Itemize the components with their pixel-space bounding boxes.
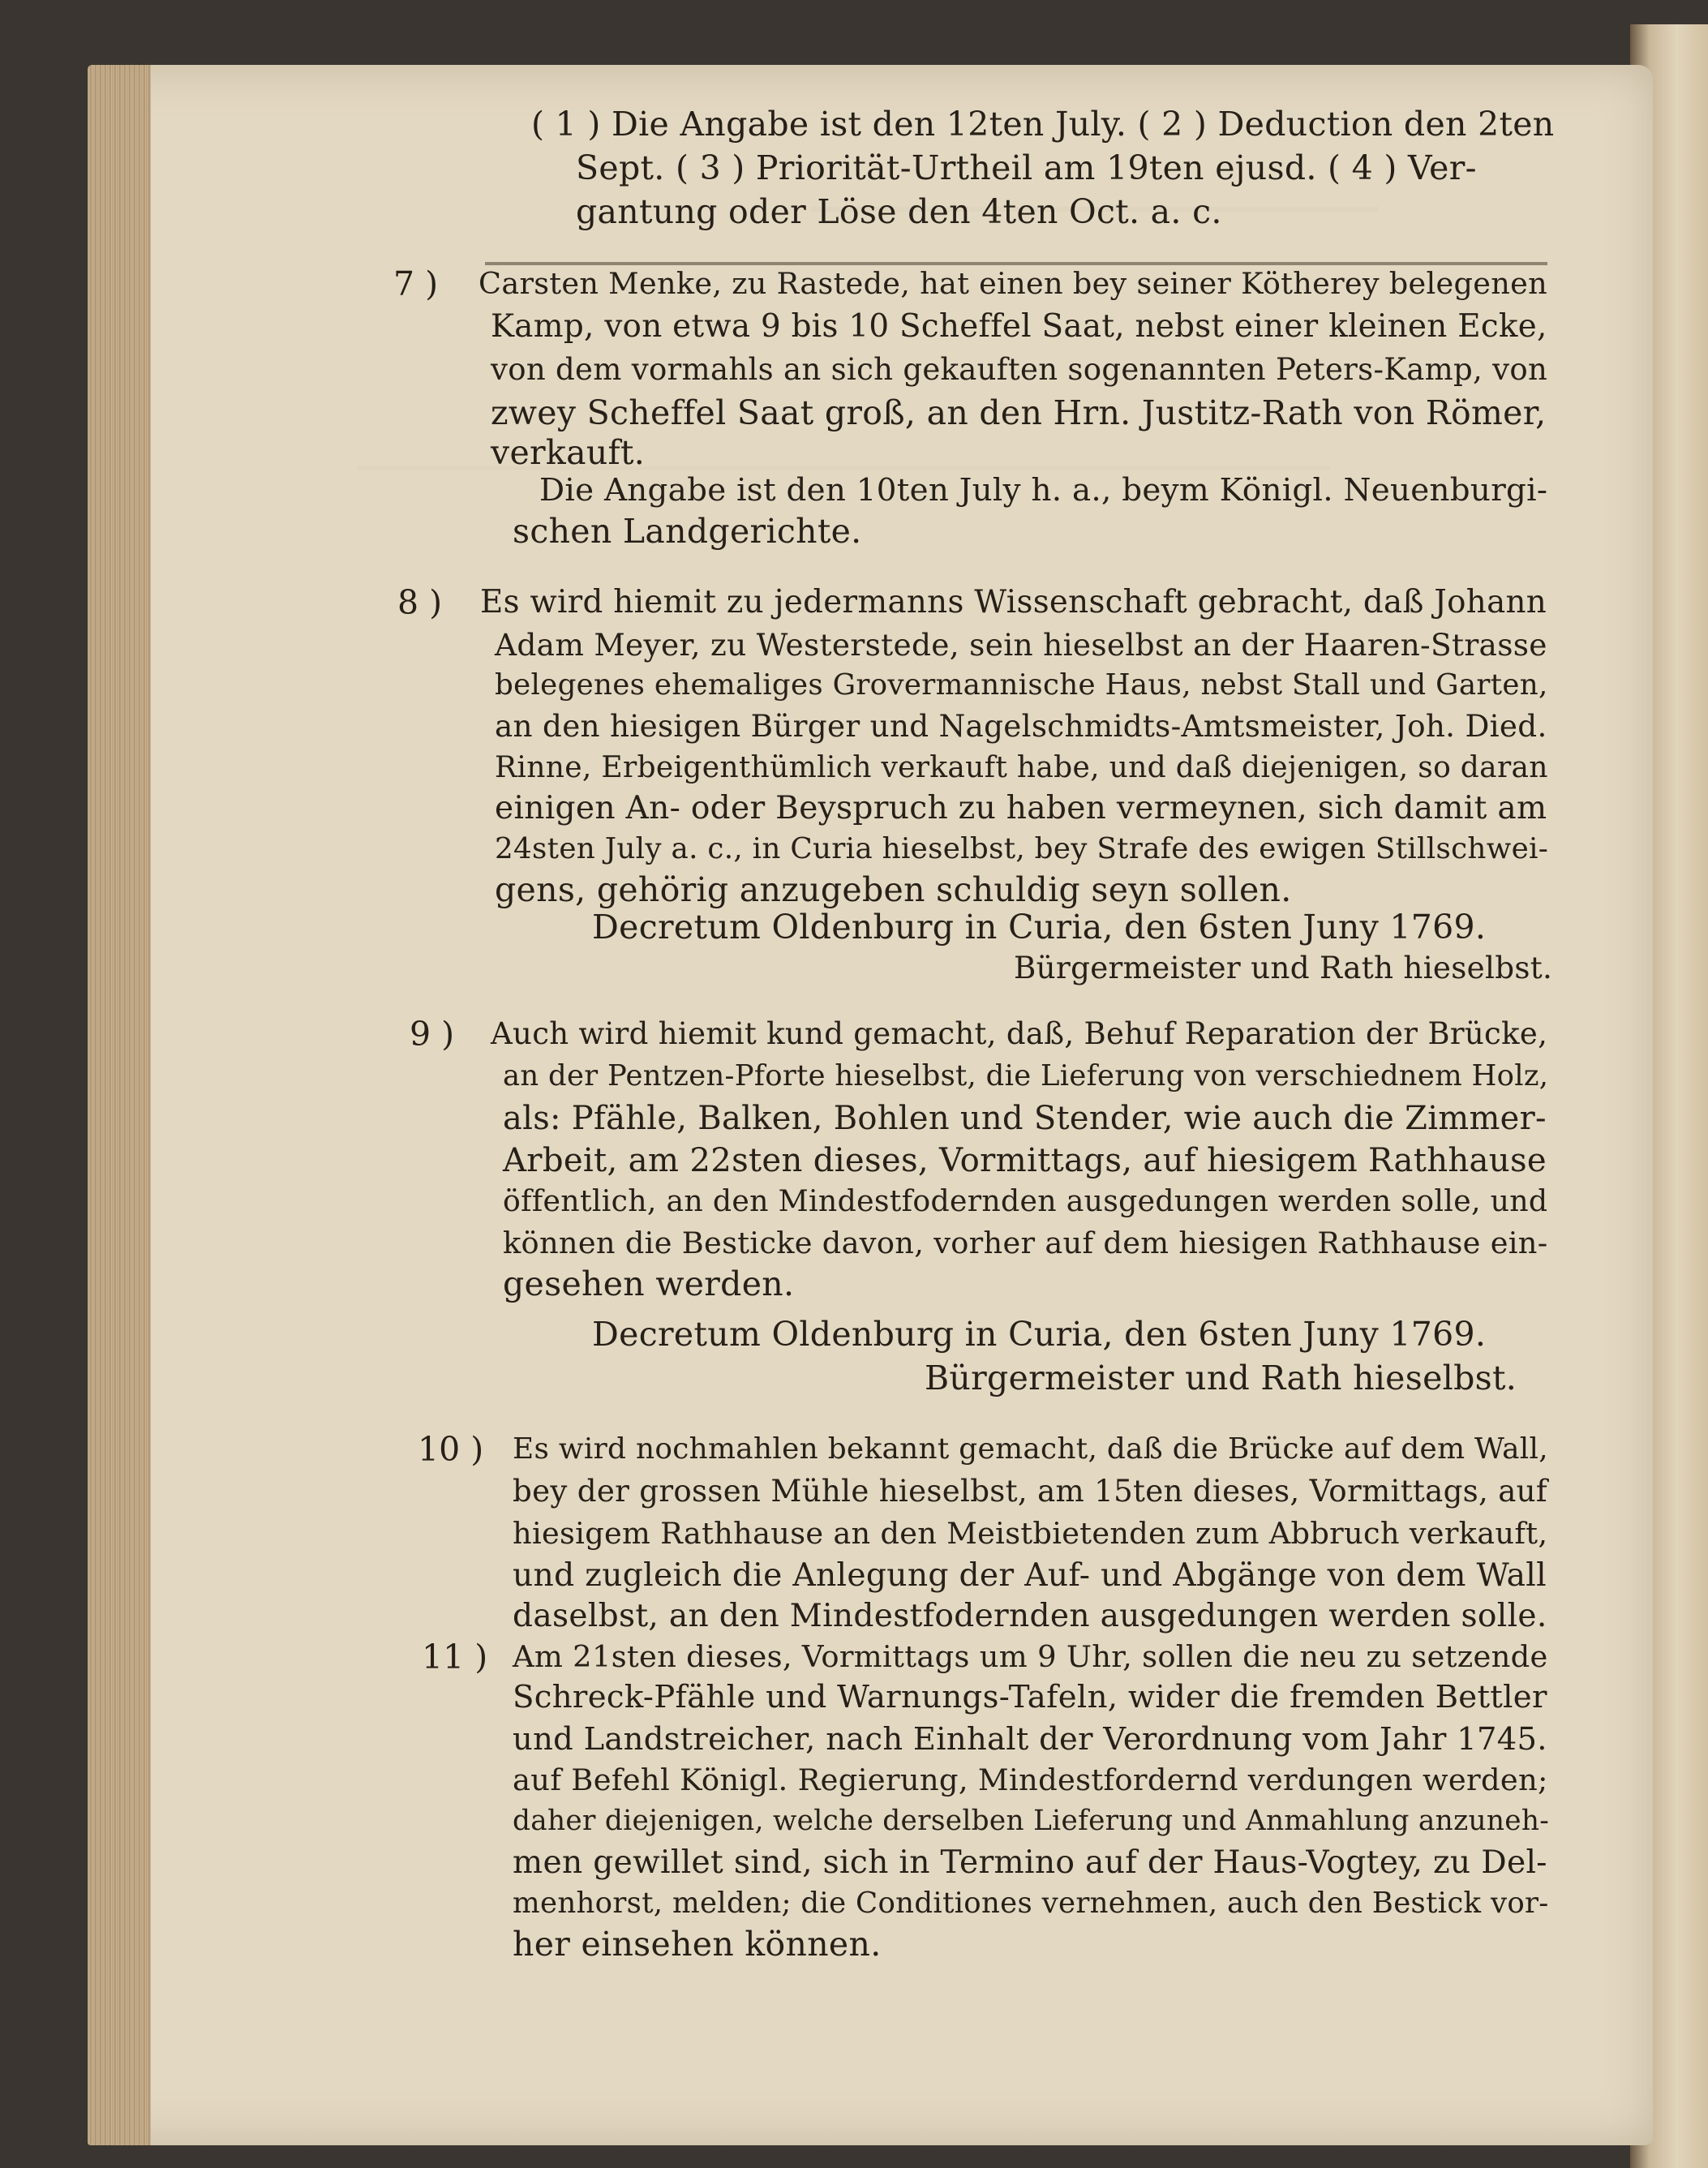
section-line: bey der grossen Mühle hieselbst, am 15ten dieses, Vormittags, auf bbox=[513, 1474, 1547, 1509]
section-line: Carsten Menke, zu Rastede, hat einen bey seiner Kötherey belegenen bbox=[478, 266, 1547, 301]
section-line: gens, gehörig anzugeben schuldig seyn sollen. bbox=[495, 870, 1292, 909]
section-line: auf Befehl Königl. Regierung, Mindestfordernd verdungen werden; bbox=[513, 1762, 1548, 1797]
signature-line: Bürgermeister und Rath hieselbst. bbox=[925, 1359, 1517, 1397]
section-line: menhorst, melden; die Conditiones vernehmen, auch den Bestick vor- bbox=[513, 1887, 1549, 1920]
decree-line: Decretum Oldenburg in Curia, den 6sten Juny 1769. bbox=[592, 908, 1487, 947]
decree-line: Decretum Oldenburg in Curia, den 6sten Juny 1769. bbox=[592, 1315, 1487, 1354]
section-line: Schreck-Pfähle und Warnungs-Tafeln, wider die fremden Bettler bbox=[513, 1679, 1547, 1715]
intro-line: ( 1 ) Die Angabe ist den 12ten July. ( 2 ) Deduction den 2ten bbox=[531, 105, 1555, 144]
section-line: zwey Scheffel Saat groß, an den Hrn. Justitz-Rath von Römer, bbox=[491, 393, 1547, 432]
section-line: 24sten July a. c., in Curia hieselbst, bey Strafe des ewigen Stillschwei- bbox=[495, 832, 1549, 865]
section-line: und zugleich die Anlegung der Auf- und Abgänge von dem Wall bbox=[513, 1557, 1547, 1594]
intro-line: Sept. ( 3 ) Priorität-Urtheil am 19ten ejusd. ( 4 ) Ver- bbox=[576, 148, 1477, 187]
section-line: an den hiesigen Bürger und Nagelschmidts-Amtsmeister, Joh. Died. bbox=[495, 708, 1547, 744]
section-line: men gewillet sind, sich in Termino auf der Haus-Vogtey, zu Del- bbox=[513, 1844, 1547, 1881]
section-number: 10 ) bbox=[418, 1430, 484, 1469]
section-line: Arbeit, am 22sten dieses, Vormittags, auf hiesigem Rathhause bbox=[503, 1142, 1547, 1179]
section-line: schen Landgerichte. bbox=[513, 512, 862, 551]
section-line: einigen An- oder Beyspruch zu haben vermeynen, sich damit am bbox=[495, 790, 1547, 826]
section-line: von dem vormahls an sich gekauften sogenannten Peters-Kamp, von bbox=[491, 352, 1548, 387]
section-line: her einsehen können. bbox=[513, 1925, 882, 1964]
section-line: verkauft. bbox=[491, 433, 646, 472]
intro-line: gantung oder Löse den 4ten Oct. a. c. bbox=[576, 192, 1222, 231]
section-number: 11 ) bbox=[422, 1638, 488, 1676]
section-line: Kamp, von etwa 9 bis 10 Scheffel Saat, nebst einer kleinen Ecke, bbox=[491, 308, 1547, 345]
section-line: an der Pentzen-Pforte hieselbst, die Lieferung von verschiednem Holz, bbox=[503, 1059, 1549, 1093]
section-line: daselbst, an den Mindestfodernden ausgedungen werden solle. bbox=[513, 1598, 1547, 1634]
section-line: Es wird hiemit zu jedermanns Wissenschaft gebracht, daß Johann bbox=[480, 584, 1547, 620]
section-line: Es wird nochmahlen bekannt gemacht, daß die Brücke auf dem Wall, bbox=[513, 1432, 1548, 1466]
section-line: daher diejenigen, welche derselben Lieferung und Anmahlung anzuneh- bbox=[513, 1805, 1550, 1837]
section-line: als: Pfähle, Balken, Bohlen und Stender, wie auch die Zimmer- bbox=[503, 1100, 1547, 1137]
signature-line: Bürgermeister und Rath hieselbst. bbox=[1014, 950, 1553, 985]
section-line: Die Angabe ist den 10ten July h. a., beym Königl. Neuenburgi- bbox=[539, 472, 1548, 509]
section-line: belegenes ehemaliges Grovermannische Haus, nebst Stall und Garten, bbox=[495, 668, 1548, 702]
section-line: öffentlich, an den Mindestfodernden ausgedungen werden solle, und bbox=[503, 1183, 1548, 1218]
section-line: und Landstreicher, nach Einhalt der Verordnung vom Jahr 1745. bbox=[513, 1721, 1547, 1758]
section-line: gesehen werden. bbox=[503, 1264, 795, 1303]
section-line: Am 21sten dieses, Vormittags um 9 Uhr, sollen die neu zu setzende bbox=[513, 1639, 1548, 1674]
section-line: hiesigem Rathhause an den Meistbietenden zum Abbruch verkauft, bbox=[513, 1516, 1548, 1551]
section-line: Rinne, Erbeigenthümlich verkauft habe, und daß diejenigen, so daran bbox=[495, 751, 1548, 784]
section-line: können die Besticke davon, vorher auf dem hiesigen Rathhause ein- bbox=[503, 1226, 1548, 1260]
section-number: 8 ) bbox=[397, 583, 443, 622]
section-line: Auch wird hiemit kund gemacht, daß, Behuf Reparation der Brücke, bbox=[491, 1016, 1548, 1051]
section-number: 9 ) bbox=[410, 1015, 455, 1054]
section-number: 7 ) bbox=[393, 264, 439, 303]
section-line: Adam Meyer, zu Westerstede, sein hieselbst an der Haaren-Strasse bbox=[495, 627, 1547, 663]
